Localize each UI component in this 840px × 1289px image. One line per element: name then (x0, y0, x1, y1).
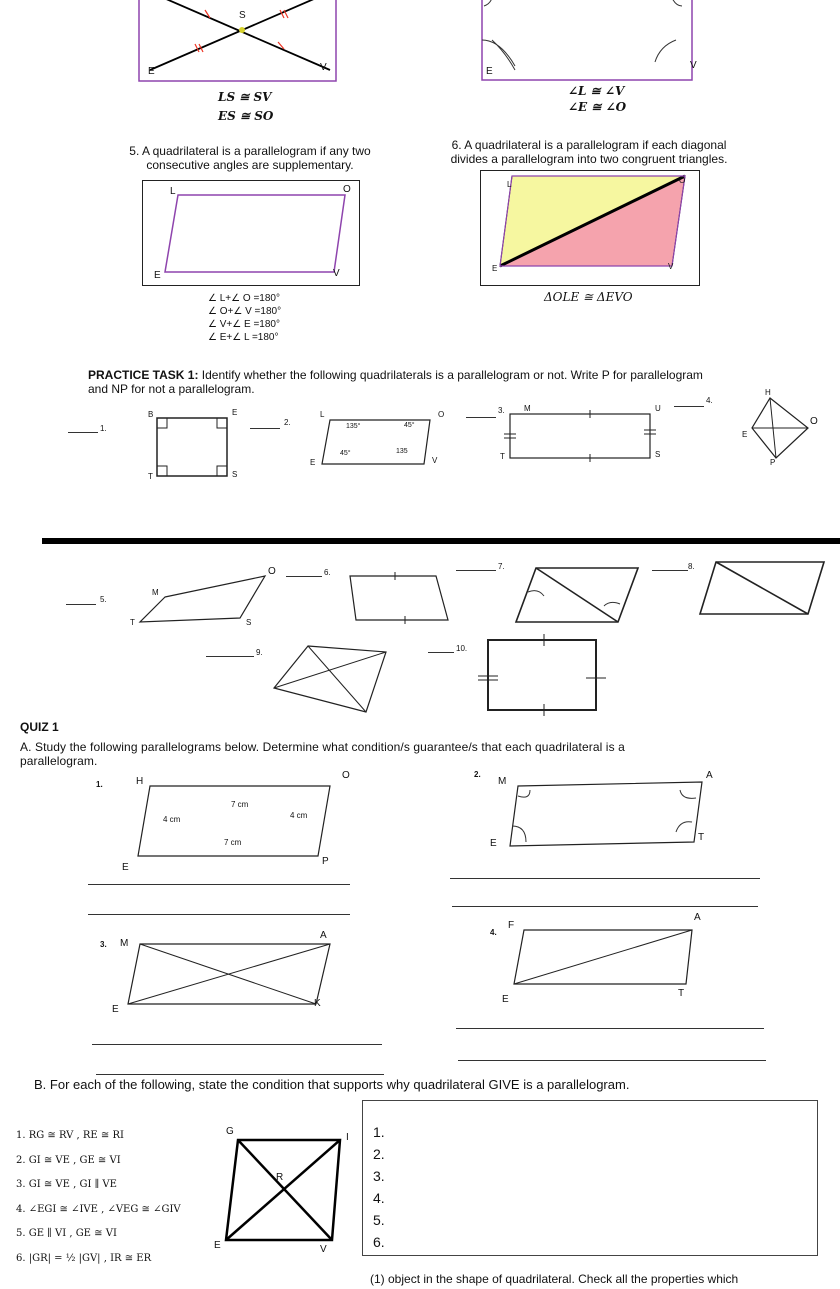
label-o: O (810, 416, 818, 427)
answer-number: 4. (373, 1190, 385, 1206)
measure: 4 cm (290, 811, 308, 820)
label-v: V (320, 1244, 327, 1255)
label-e: E (122, 862, 129, 873)
item-number: 1. (100, 424, 107, 433)
label-e: E (502, 994, 509, 1005)
item-number: 3. (498, 406, 505, 415)
quiz-item-number: 4. (490, 928, 497, 937)
measure: 7 cm (231, 800, 249, 809)
label-e: E (490, 838, 497, 849)
footer-text: (1) object in the shape of quadrilateral. Check all the properties which (370, 1272, 739, 1286)
quiz-title: QUIZ 1 (20, 720, 59, 734)
equation: ∠ L+∠ O =180° (208, 293, 280, 304)
answer-number: 5. (373, 1212, 385, 1228)
condition-item: 6. |GR| = ½ |GV| , IR ≅ ER (16, 1252, 152, 1264)
label-v: V (432, 456, 438, 465)
equation-ls-sv: LS ≅ SV (218, 90, 272, 104)
label-m: M (498, 776, 507, 787)
equation: ∠ E+∠ L =180° (208, 332, 279, 343)
label-e: E (112, 1004, 119, 1015)
label-e: E (214, 1240, 221, 1251)
label-o: O (342, 770, 350, 781)
angle-label: 135° (346, 423, 361, 430)
label-e: E (148, 66, 155, 77)
answer-number: 2. (373, 1146, 385, 1162)
answer-numbers (373, 1121, 385, 1253)
quiz-a-line2: parallelogram. (20, 754, 98, 768)
label-t: T (698, 832, 705, 843)
label-a: A (706, 770, 713, 781)
label-a: A (320, 930, 327, 941)
practice-text-line2: and NP for not a parallelogram. (88, 382, 255, 396)
label-t: T (148, 472, 153, 481)
label-i: I (346, 1132, 349, 1143)
label-k: K (314, 998, 321, 1009)
label-l: L (170, 186, 176, 197)
condition-item: 5. GE ∥ VI , GE ≅ VI (16, 1228, 117, 1239)
equation-angle-e-o: ∠E ≅ ∠O (568, 100, 627, 114)
item-number: 6. (324, 568, 331, 577)
answer-number: 1. (373, 1124, 385, 1140)
condition-item: 3. GI ≅ VE , GI ∥ VE (16, 1179, 117, 1190)
equation: ∠ V+∠ E =180° (208, 319, 280, 330)
label-l: L (320, 410, 325, 419)
label-t: T (500, 452, 505, 461)
label-s: S (246, 618, 252, 627)
item-number: 7. (498, 562, 505, 571)
equation: ∠ O+∠ V =180° (208, 306, 282, 317)
label-b: B (148, 410, 154, 419)
quiz-item-number: 2. (474, 770, 481, 779)
angle-label: 45° (404, 422, 415, 429)
practice-text: Identify whether the following quadrilaterals is a parallelogram or not. Write P for parallelogram (198, 368, 703, 382)
equation-angle-l-v: ∠L ≅ ∠V (568, 84, 625, 98)
answer-box[interactable] (362, 1100, 818, 1256)
item-number: 8. (688, 562, 695, 571)
label-m: M (120, 938, 129, 949)
label-e: E (492, 264, 498, 273)
condition-item: 2. GI ≅ VE , GE ≅ VI (16, 1154, 121, 1166)
label-t: T (130, 618, 135, 627)
label-v: V (668, 262, 674, 271)
label-f: F (508, 920, 515, 931)
item-number: 2. (284, 418, 291, 427)
label-l: L (507, 180, 512, 189)
label-g: G (226, 1126, 234, 1137)
label-e: E (154, 270, 161, 281)
label-m: M (152, 588, 159, 597)
condition-6-line2: divides a parallelogram into two congruent triangles. (450, 152, 728, 166)
label-e: E (742, 430, 748, 439)
label-o: O (438, 410, 445, 419)
practice-heading: PRACTICE TASK 1: (88, 368, 199, 382)
quiz-item-number: 3. (100, 940, 107, 949)
label-e: E (232, 408, 238, 417)
angle-label: 135 (396, 448, 408, 455)
label-o: O (679, 176, 686, 185)
item-number: 9. (256, 648, 263, 657)
condition-6-line1: 6. A quadrilateral is a parallelogram if each diagonal (451, 138, 727, 152)
label-v: V (333, 268, 340, 279)
label-s: S (239, 10, 246, 21)
label-e: E (310, 458, 316, 467)
label-o: O (268, 566, 276, 577)
label-t: T (678, 988, 685, 999)
item-number: 10. (456, 644, 468, 653)
item-number: 5. (100, 595, 107, 604)
quiz-a-line1: A. Study the following parallelograms below. Determine what condition/s guarantee/s that each quadrilateral is a (20, 740, 625, 754)
answer-number: 3. (373, 1168, 385, 1184)
condition-item: 4. ∠EGI ≅ ∠IVE , ∠VEG ≅ ∠GIV (16, 1203, 181, 1215)
label-h: H (136, 776, 144, 787)
measure: 4 cm (163, 815, 181, 824)
condition-5-line2: consecutive angles are supplementary. (146, 158, 354, 172)
item-number: 4. (706, 396, 713, 405)
label-p: P (770, 458, 776, 467)
label-m: M (524, 404, 531, 413)
equation-triangles: ΔOLE ≅ ΔEVO (544, 290, 633, 304)
label-u: U (655, 404, 661, 413)
label-a: A (694, 912, 701, 923)
label-s: S (232, 470, 238, 479)
label-v: V (690, 60, 697, 71)
condition-5-line1: 5. A quadrilateral is a parallelogram if any two (129, 144, 371, 158)
measure: 7 cm (224, 838, 242, 847)
condition-item: 1. RG ≅ RV , RE ≅ RI (16, 1130, 124, 1141)
equation-es-so: ES ≅ SO (218, 109, 274, 123)
label-o: O (343, 184, 351, 195)
label-r: R (276, 1172, 284, 1183)
quiz-part-b-heading: B. For each of the following, state the condition that supports why quadrilateral GIVE is a parallelogram. (34, 1077, 630, 1092)
label-p: P (322, 856, 329, 867)
answer-number: 6. (373, 1234, 385, 1250)
label-v: V (320, 62, 327, 73)
label-s: S (655, 450, 661, 459)
label-e: E (486, 66, 493, 77)
label-h: H (765, 388, 771, 397)
quiz-item-number: 1. (96, 780, 103, 789)
angle-label: 45° (340, 450, 351, 457)
